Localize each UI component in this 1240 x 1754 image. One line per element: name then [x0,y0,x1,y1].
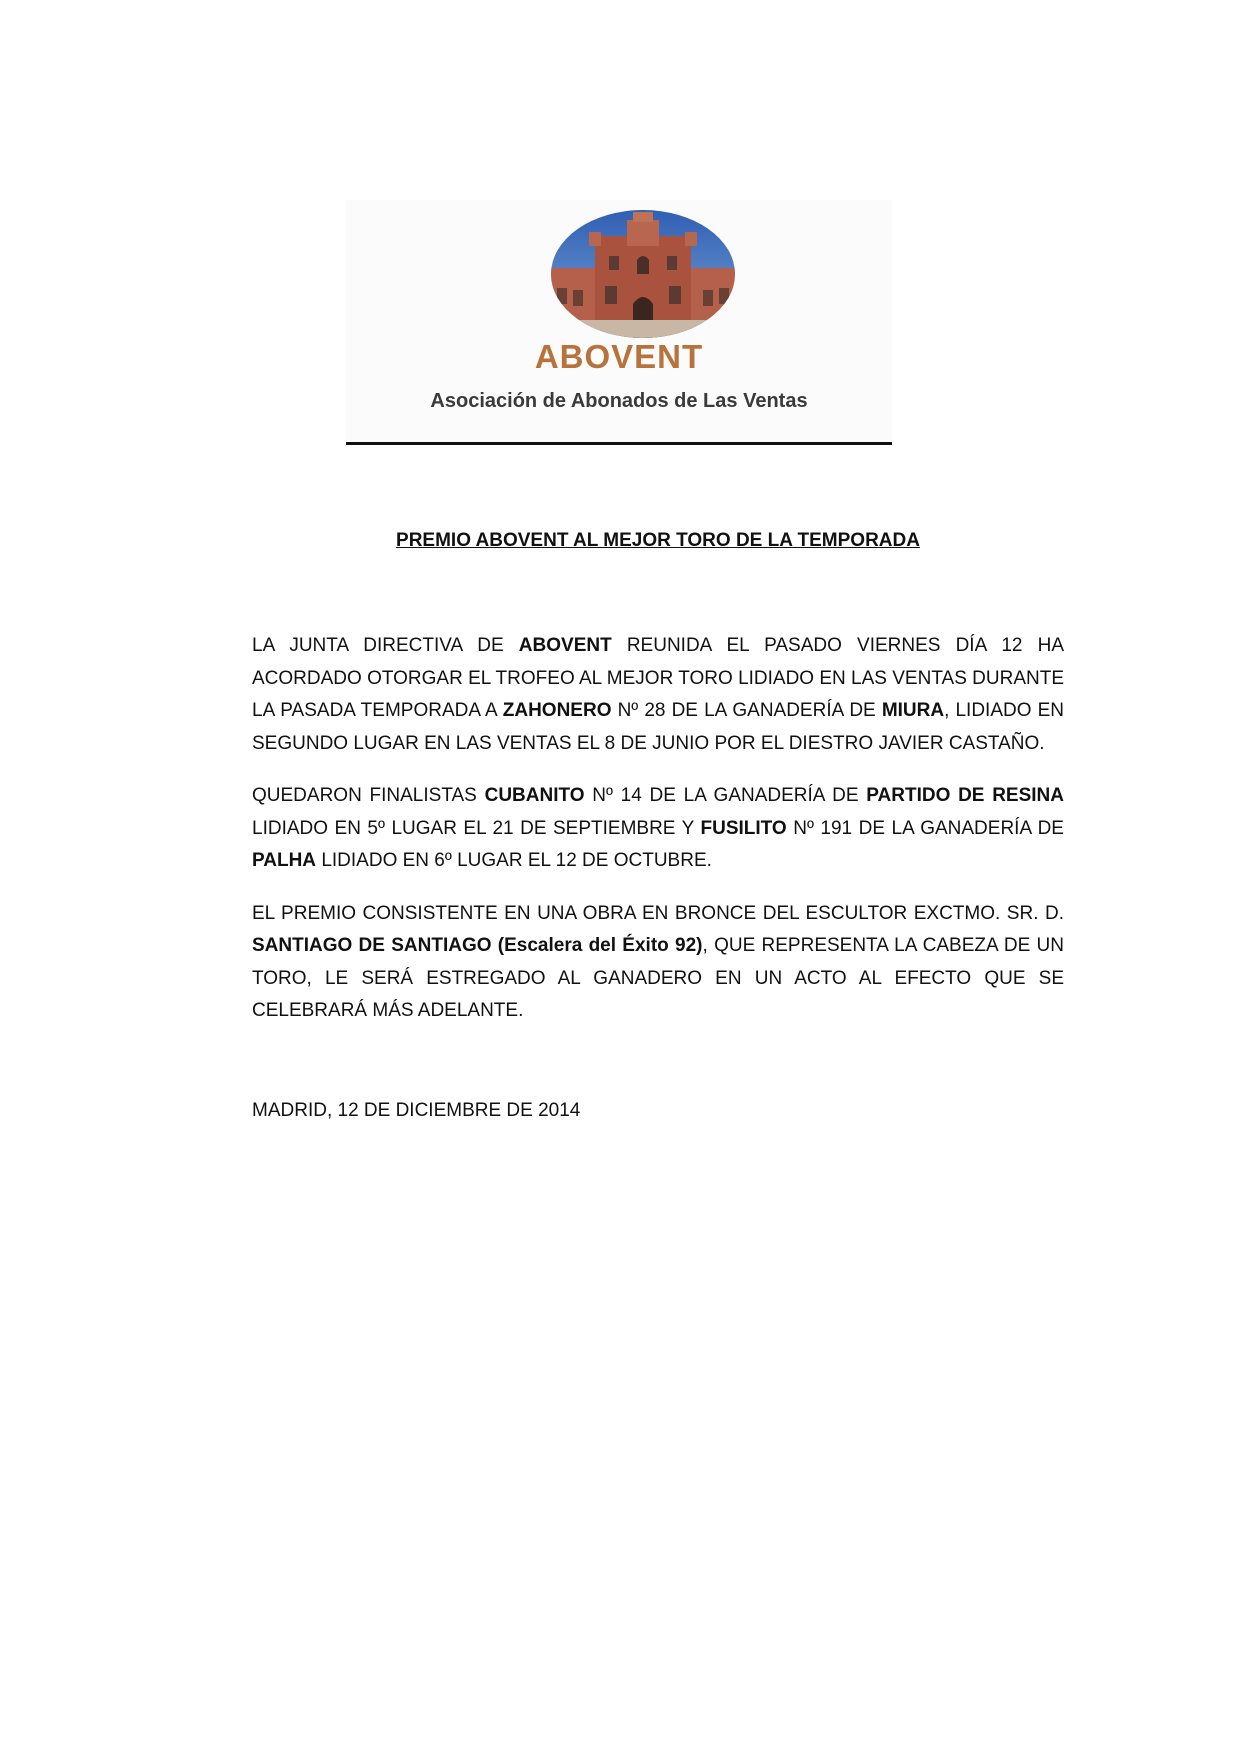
document-body [252,630,1064,1048]
text-run: LIDIADO EN 6º LUGAR EL 12 DE OCTUBRE. [316,850,712,871]
las-ventas-bullring-icon [549,208,737,340]
winning-ranch-name: MIURA [881,700,945,721]
text-run: Nº 28 DE LA GANADERÍA DE [611,700,882,721]
date-signoff: MADRID, 12 DE DICIEMBRE DE 2014 [252,1100,581,1121]
header-divider [346,442,892,445]
winning-bull-name: ZAHONERO [502,700,612,721]
finalist-bull-name: FUSILITO [700,817,787,839]
association-name: ABOVENT [518,635,612,656]
abovent-logo [346,200,892,442]
sculptor-name: SANTIAGO DE SANTIAGO (Escalera del Éxito 92) [252,935,703,956]
text-run: Nº 191 DE LA GANADERÍA DE [786,817,1064,839]
text-run: , QUE REPRESENTA LA CABEZA DE UN TORO, LE SERÁ ESTREGADO AL GANADERO EN UN ACTO AL EFECTO QUE SE CELEBRARÁ MÁS ADELANTE. [252,935,1064,1021]
text-run: REUNIDA EL PASADO VIERNES DÍA 12 HA ACORDADO OTORGAR EL TROFEO AL MEJOR TORO LIDIADO EN LAS VENTAS DURANTE LA PASADA TEMPORADA A [252,635,1065,721]
logo-subtitle: Asociación de Abonados de Las Ventas [430,390,808,412]
text-run: Nº 14 DE LA GANADERÍA DE [584,785,867,806]
finalist-bull-name: CUBANITO [484,785,585,806]
finalist-ranch-name: PARTIDO DE RESINA [866,785,1064,806]
paragraph-finalists [252,780,1064,878]
text-run: LIDIADO EN 5º LUGAR EL 21 DE SEPTIEMBRE Y [252,817,701,839]
paragraph-prize [252,898,1064,1028]
paragraph-award [252,630,1064,760]
logo-name: ABOVENT [534,338,704,375]
text-run: EL PREMIO CONSISTENTE EN UNA OBRA EN BRONCE DEL ESCULTOR EXCTMO. SR. D. [252,902,1064,924]
text-run: LA JUNTA DIRECTIVA DE [252,635,519,656]
text-run: QUEDARON FINALISTAS [252,785,485,806]
document-title: PREMIO ABOVENT AL MEJOR TORO DE LA TEMPORADA [396,530,920,551]
finalist-ranch-name: PALHA [252,850,317,871]
text-run: , LIDIADO EN SEGUNDO LUGAR EN LAS VENTAS EL 8 DE JUNIO POR EL DIESTRO JAVIER CASTAÑO. [252,700,1065,754]
